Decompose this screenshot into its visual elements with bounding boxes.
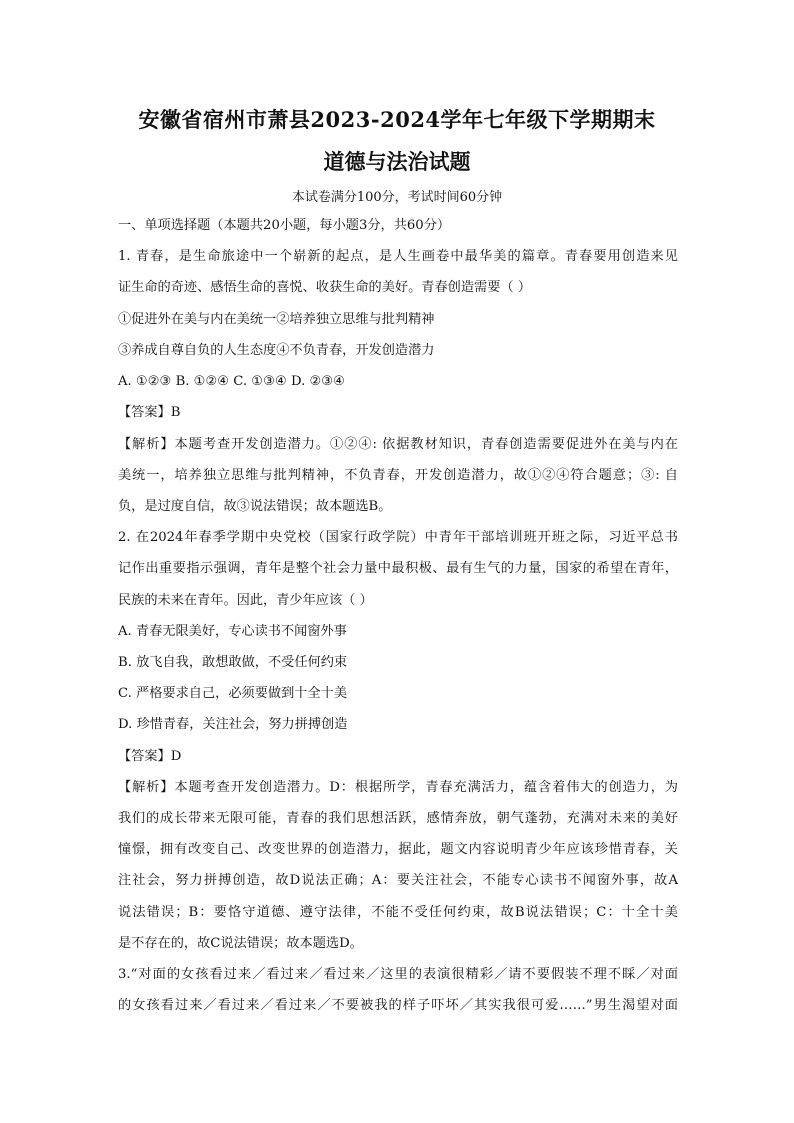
q2-answer: 【答案】D (118, 749, 182, 764)
exam-info: 本试卷满分100分，考试时间60分钟 (291, 190, 503, 205)
q2-analysis-line: 注社会，努力拼搏创造，故D说法正确；A：要关注社会，不能专心读书不闻窗外事，故A (118, 873, 678, 888)
q2-analysis-line: 憧憬，拥有改变自己、改变世界的创造潜力，据此，题文内容说明青少年应该珍惜青春，关 (118, 842, 678, 857)
q1-statement: ③养成自尊自负的人生态度④不负青春，开发创造潜力 (118, 343, 435, 358)
q1-statement: ①促进外在美与内在美统一②培养独立思维与批判精神 (118, 312, 435, 327)
q2-analysis-line: 说法错误；B：要恪守道德、遵守法律，不能不受任何约束，故B说法错误；C：十全十美 (118, 905, 678, 920)
q2-analysis-line: 是不存在的，故C说法错误；故本题选D。 (118, 936, 363, 951)
q1-stem-line: 证生命的奇迹、感悟生命的喜悦、收获生命的美好。青春创造需要（ ） (118, 280, 532, 295)
q1-analysis-line: 【解析】本题考查开发创造潜力。①②④: 依据教材知识，青春创造需要促进外在美与内在 (118, 437, 678, 452)
q2-analysis-line: 【解析】本题考查开发创造潜力。D：根据所学，青春充满活力，蕴含着伟大的创造力，为 (118, 780, 678, 795)
q3-stem-line: 的女孩看过来／看过来／看过来／不要被我的样子吓坏／其实我很可爱……”男生渴望对面 (118, 998, 678, 1013)
q1-answer: 【答案】B (118, 405, 181, 420)
q2-option: C. 严格要求自己，必须要做到十全十美 (118, 686, 348, 701)
q2-option: B. 放飞自我，敢想敢做，不受任何约束 (118, 655, 348, 670)
q1-analysis-line: 负，是过度自信，故③说法错误；故本题选B。 (118, 499, 392, 514)
section-heading: 一、单项选择题（本题共20小题，每小题3分，共60分） (118, 218, 451, 233)
q2-stem-line: 民族的未来在青年。因此，青少年应该（ ） (118, 593, 373, 608)
q1-stem-line: 1. 青春，是生命旅途中一个崭新的起点，是人生画卷中最华美的篇章。青春要用创造来见 (118, 249, 678, 264)
q1-options: A. ①②③ B. ①②④ C. ①③④ D. ②③④ (118, 374, 345, 389)
q2-stem-line: 记作出重要指示强调，青年是整个社会力量中最积极、最有生气的力量，国家的希望在青年， (118, 561, 678, 576)
document-title: 安徽省宿州市萧县2023-2024学年七年级下学期期末 (138, 107, 656, 132)
q1-analysis-line: 美统一，培养独立思维与批判精神，不负青春，开发创造潜力，故①②④符合题意；③: 自 (118, 468, 678, 483)
q2-stem-line: 2. 在2024年春季学期中央党校（国家行政学院）中青年干部培训班开班之际，习近平总书 (118, 530, 678, 545)
q2-option: D. 珍惜青春，关注社会，努力拼搏创造 (118, 717, 348, 732)
q3-stem-line: 3.“对面的女孩看过来／看过来／看过来／这里的表演很精彩／请不要假装不理不睬／对面 (118, 967, 678, 982)
document-subtitle: 道德与法治试题 (323, 149, 471, 174)
q2-analysis-line: 我们的成长带来无限可能，青春的我们思想活跃，感情奔放，朝气蓬勃，充满对未来的美好 (118, 811, 678, 826)
q2-option: A. 青春无限美好，专心读书不闻窗外事 (118, 624, 347, 639)
